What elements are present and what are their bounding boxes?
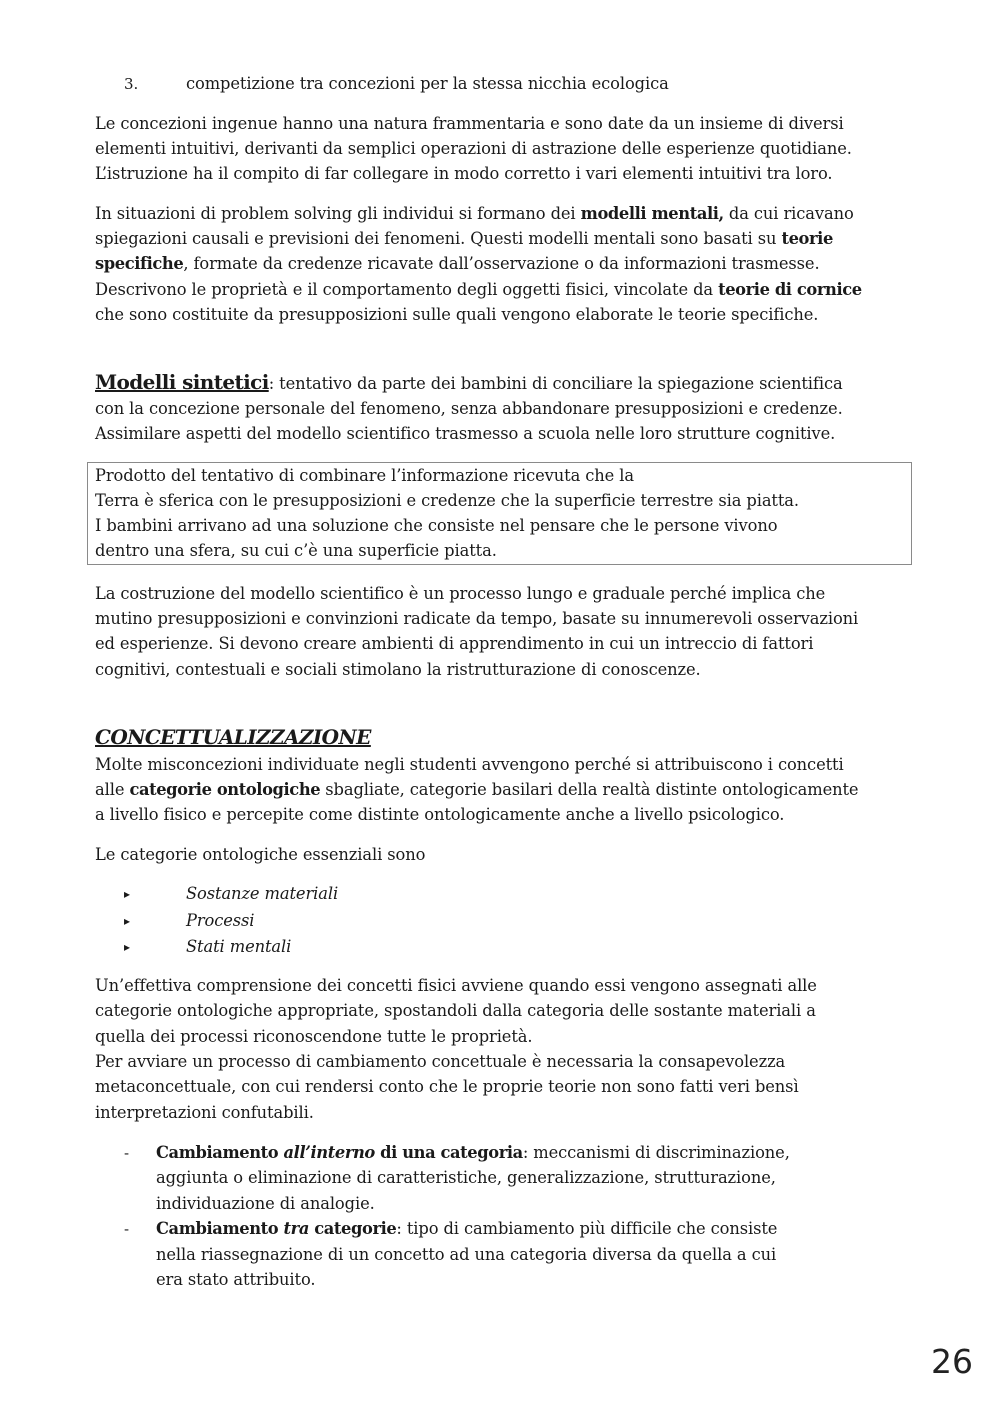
- bold-term: specifiche: [95, 254, 184, 273]
- text-run: : tentativo da parte dei bambini di conciliare la spiegazione scientifica: [268, 374, 843, 393]
- bold-term: Cambiamento: [156, 1219, 284, 1238]
- text-run: , formate da credenze ricavate dall’osservazione o da informazioni trasmesse.: [183, 254, 820, 273]
- bold-term: modelli mentali,: [580, 204, 724, 223]
- text-line: [156, 1219, 777, 1239]
- list-dash: -: [124, 1220, 130, 1238]
- text-run: da cui ricavano: [723, 204, 854, 223]
- text-line: Per avviare un processo di cambiamento concettuale è necessaria la consapevolezza: [95, 1052, 786, 1071]
- text-line: era stato attribuito.: [156, 1270, 316, 1289]
- bullet-triangle-icon: ▸: [124, 940, 131, 954]
- text-line: La costruzione del modello scientifico è un processo lungo e graduale perché implica che: [95, 584, 826, 603]
- text-line: Le categorie ontologiche essenziali sono: [95, 845, 426, 864]
- list-number: 3.: [124, 75, 139, 93]
- bold-term: Cambiamento: [156, 1143, 284, 1162]
- text-line: Molte misconcezioni individuate negli studenti avvengono perché si attribuiscono i concetti: [95, 755, 844, 774]
- text-line: metaconcettuale, con cui rendersi conto che le proprie teorie non sono fatti veri bensì: [95, 1077, 799, 1096]
- section-heading: Modelli sintetici: [95, 370, 269, 394]
- text-line: nella riassegnazione di un concetto ad una categoria diversa da quella a cui: [156, 1245, 777, 1264]
- box-text-line: Terra è sferica con le presupposizioni e credenze che la superficie terrestre sia piatta.: [95, 491, 799, 510]
- list-dash: -: [124, 1144, 130, 1162]
- bold-term: di una categoria: [374, 1143, 523, 1162]
- bold-term: categorie ontologiche: [129, 780, 321, 799]
- text-line: [156, 1143, 790, 1163]
- list-item: Stati mentali: [186, 937, 292, 956]
- text-line: a livello fisico e percepite come distinte ontologicamente anche a livello psicologico.: [95, 805, 785, 824]
- text-run: In situazioni di problem solving gli individui si formano dei: [95, 204, 581, 223]
- text-line: [95, 204, 854, 224]
- text-line: interpretazioni confutabili.: [95, 1103, 314, 1122]
- text-line: categorie ontologiche appropriate, spostandoli dalla categoria delle sostante materiali a: [95, 1001, 816, 1020]
- bold-italic-term: tra: [283, 1219, 309, 1238]
- text-line: individuazione di analogie.: [156, 1194, 375, 1213]
- text-line: [95, 780, 858, 800]
- text-line: cognitivi, contestuali e sociali stimolano la ristrutturazione di conoscenze.: [95, 660, 701, 679]
- list-item-text: competizione tra concezioni per la stessa nicchia ecologica: [186, 74, 669, 93]
- text-run: sbagliate, categorie basilari della realtà distinte ontologicamente: [320, 780, 859, 799]
- bold-term: teorie di cornice: [718, 280, 862, 299]
- bold-term: categorie: [308, 1219, 397, 1238]
- section-heading: CONCETTUALIZZAZIONE: [95, 725, 371, 749]
- text-line: ed esperienze. Si devono creare ambienti di apprendimento in cui un intreccio di fattori: [95, 634, 814, 653]
- text-line: L’istruzione ha il compito di far collegare in modo corretto i vari elementi intuitivi tra loro.: [95, 164, 833, 183]
- box-text-line: I bambini arrivano ad una soluzione che consiste nel pensare che le persone vivono: [95, 516, 778, 535]
- text-line: quella dei processi riconoscendone tutte le proprietà.: [95, 1027, 533, 1046]
- text-line: aggiunta o eliminazione di caratteristiche, generalizzazione, strutturazione,: [156, 1168, 776, 1187]
- bold-term: teorie: [781, 229, 833, 248]
- text-line: [95, 229, 833, 249]
- text-line: con la concezione personale del fenomeno, senza abbandonare presupposizioni e credenze.: [95, 399, 843, 418]
- text-line: [95, 370, 843, 394]
- text-run: alle: [95, 780, 130, 799]
- bullet-triangle-icon: ▸: [124, 887, 131, 901]
- list-item: Processi: [186, 911, 255, 930]
- text-run: : tipo di cambiamento più difficile che consiste: [396, 1219, 778, 1238]
- text-line: elementi intuitivi, derivanti da semplici operazioni di astrazione delle esperienze quotidiane.: [95, 139, 852, 158]
- bold-italic-term: all’interno: [283, 1143, 375, 1162]
- text-line: [95, 254, 820, 274]
- text-run: spiegazioni causali e previsioni dei fenomeni. Questi modelli mentali sono basati su: [95, 229, 782, 248]
- text-line: Assimilare aspetti del modello scientifico trasmesso a scuola nelle loro strutture cognitive.: [95, 424, 836, 443]
- bullet-triangle-icon: ▸: [124, 914, 131, 928]
- box-text-line: Prodotto del tentativo di combinare l’informazione ricevuta che la: [95, 466, 634, 485]
- page-number: 26: [931, 1342, 973, 1381]
- text-run: : meccanismi di discriminazione,: [522, 1143, 790, 1162]
- text-line: che sono costituite da presupposizioni sulle quali vengono elaborate le teorie specifiche.: [95, 305, 819, 324]
- text-line: Un’effettiva comprensione dei concetti fisici avviene quando essi vengono assegnati alle: [95, 976, 817, 995]
- text-run: Descrivono le proprietà e il comportamento degli oggetti fisici, vincolate da: [95, 280, 719, 299]
- text-line: [95, 280, 862, 300]
- text-line: Le concezioni ingenue hanno una natura frammentaria e sono date da un insieme di diversi: [95, 114, 844, 133]
- text-line: mutino presupposizioni e convinzioni radicate da tempo, basate su innumerevoli osservazioni: [95, 609, 859, 628]
- list-item: Sostanze materiali: [186, 884, 339, 903]
- box-text-line: dentro una sfera, su cui c’è una superficie piatta.: [95, 541, 497, 560]
